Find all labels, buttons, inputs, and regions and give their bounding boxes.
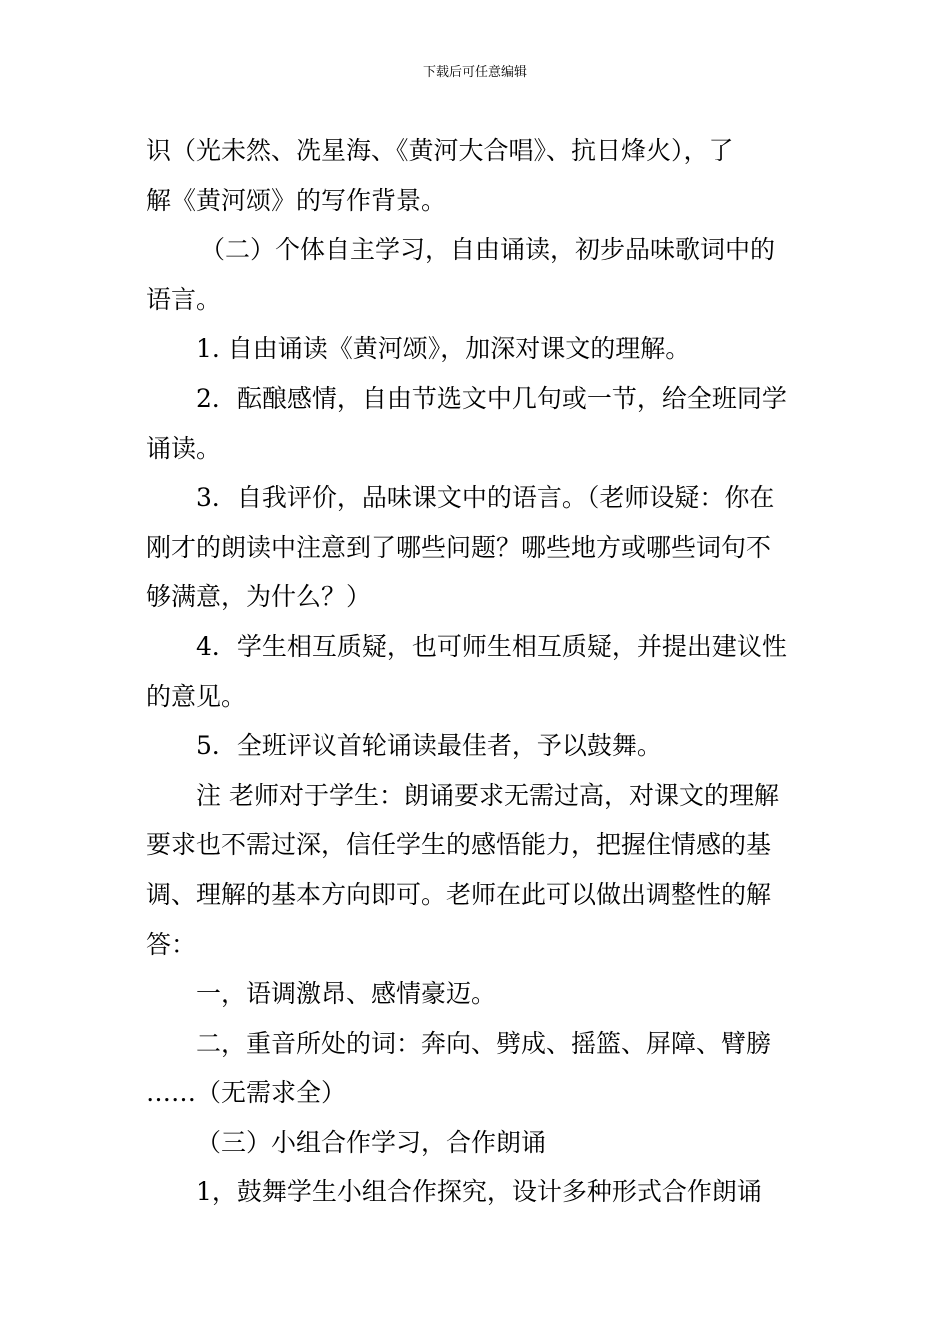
text-line: 要求也不需过深，信任学生的感悟能力，把握住情感的基 [146,830,772,860]
text-line: 的意见。 [146,681,247,711]
text-line: 够满意，为什么？） [146,582,372,612]
text-line: 语言。 [146,284,222,314]
text-line: 调、理解的基本方向即可。老师在此可以做出调整性的解 [146,879,772,909]
page-header: 下载后可任意编辑 [422,65,527,80]
text-line: 解《黄河颂》的写作背景。 [146,185,447,215]
list-item-4: 4．学生相互质疑，也可师生相互质疑，并提出建议性 [196,631,787,661]
text-line: 识（光未然、冼星海、《黄河大合唱》、抗日烽火），了 [146,136,734,165]
list-item-2: 2．酝酿感情，自由节选文中几句或一节，给全班同学 [196,383,787,413]
text-line: 诵读。 [146,433,222,463]
answer-item-2: 二，重音所处的词：奔向、劈成、摇篮、屏障、臂膀 [196,1028,772,1058]
list-item-1: 1，鼓舞学生小组合作探究，设计多种形式合作朗诵 [196,1177,762,1207]
text-line: 刚才的朗读中注意到了哪些问题？哪些地方或哪些词句不 [146,532,772,562]
text-line: 答： [146,929,197,959]
section-heading-3: （三）小组合作学习，合作朗诵 [196,1127,547,1157]
list-item-1: 1. 自由诵读《黄河颂》，加深对课文的理解。 [196,334,691,364]
list-item-3: 3．自我评价，品味课文中的语言。（老师设疑：你在 [196,483,775,513]
note-paragraph: 注 老师对于学生：朗诵要求无需过高，对课文的理解 [196,780,779,810]
document-body [146,126,806,1217]
answer-item-1: 一，语调激昂、感情豪迈。 [196,979,497,1009]
section-heading-2: （二）个体自主学习，自由诵读，初步品味歌词中的 [200,235,776,265]
list-item-5: 5．全班评议首轮诵读最佳者，予以鼓舞。 [196,731,662,761]
text-line: ……（无需求全） [146,1078,347,1108]
